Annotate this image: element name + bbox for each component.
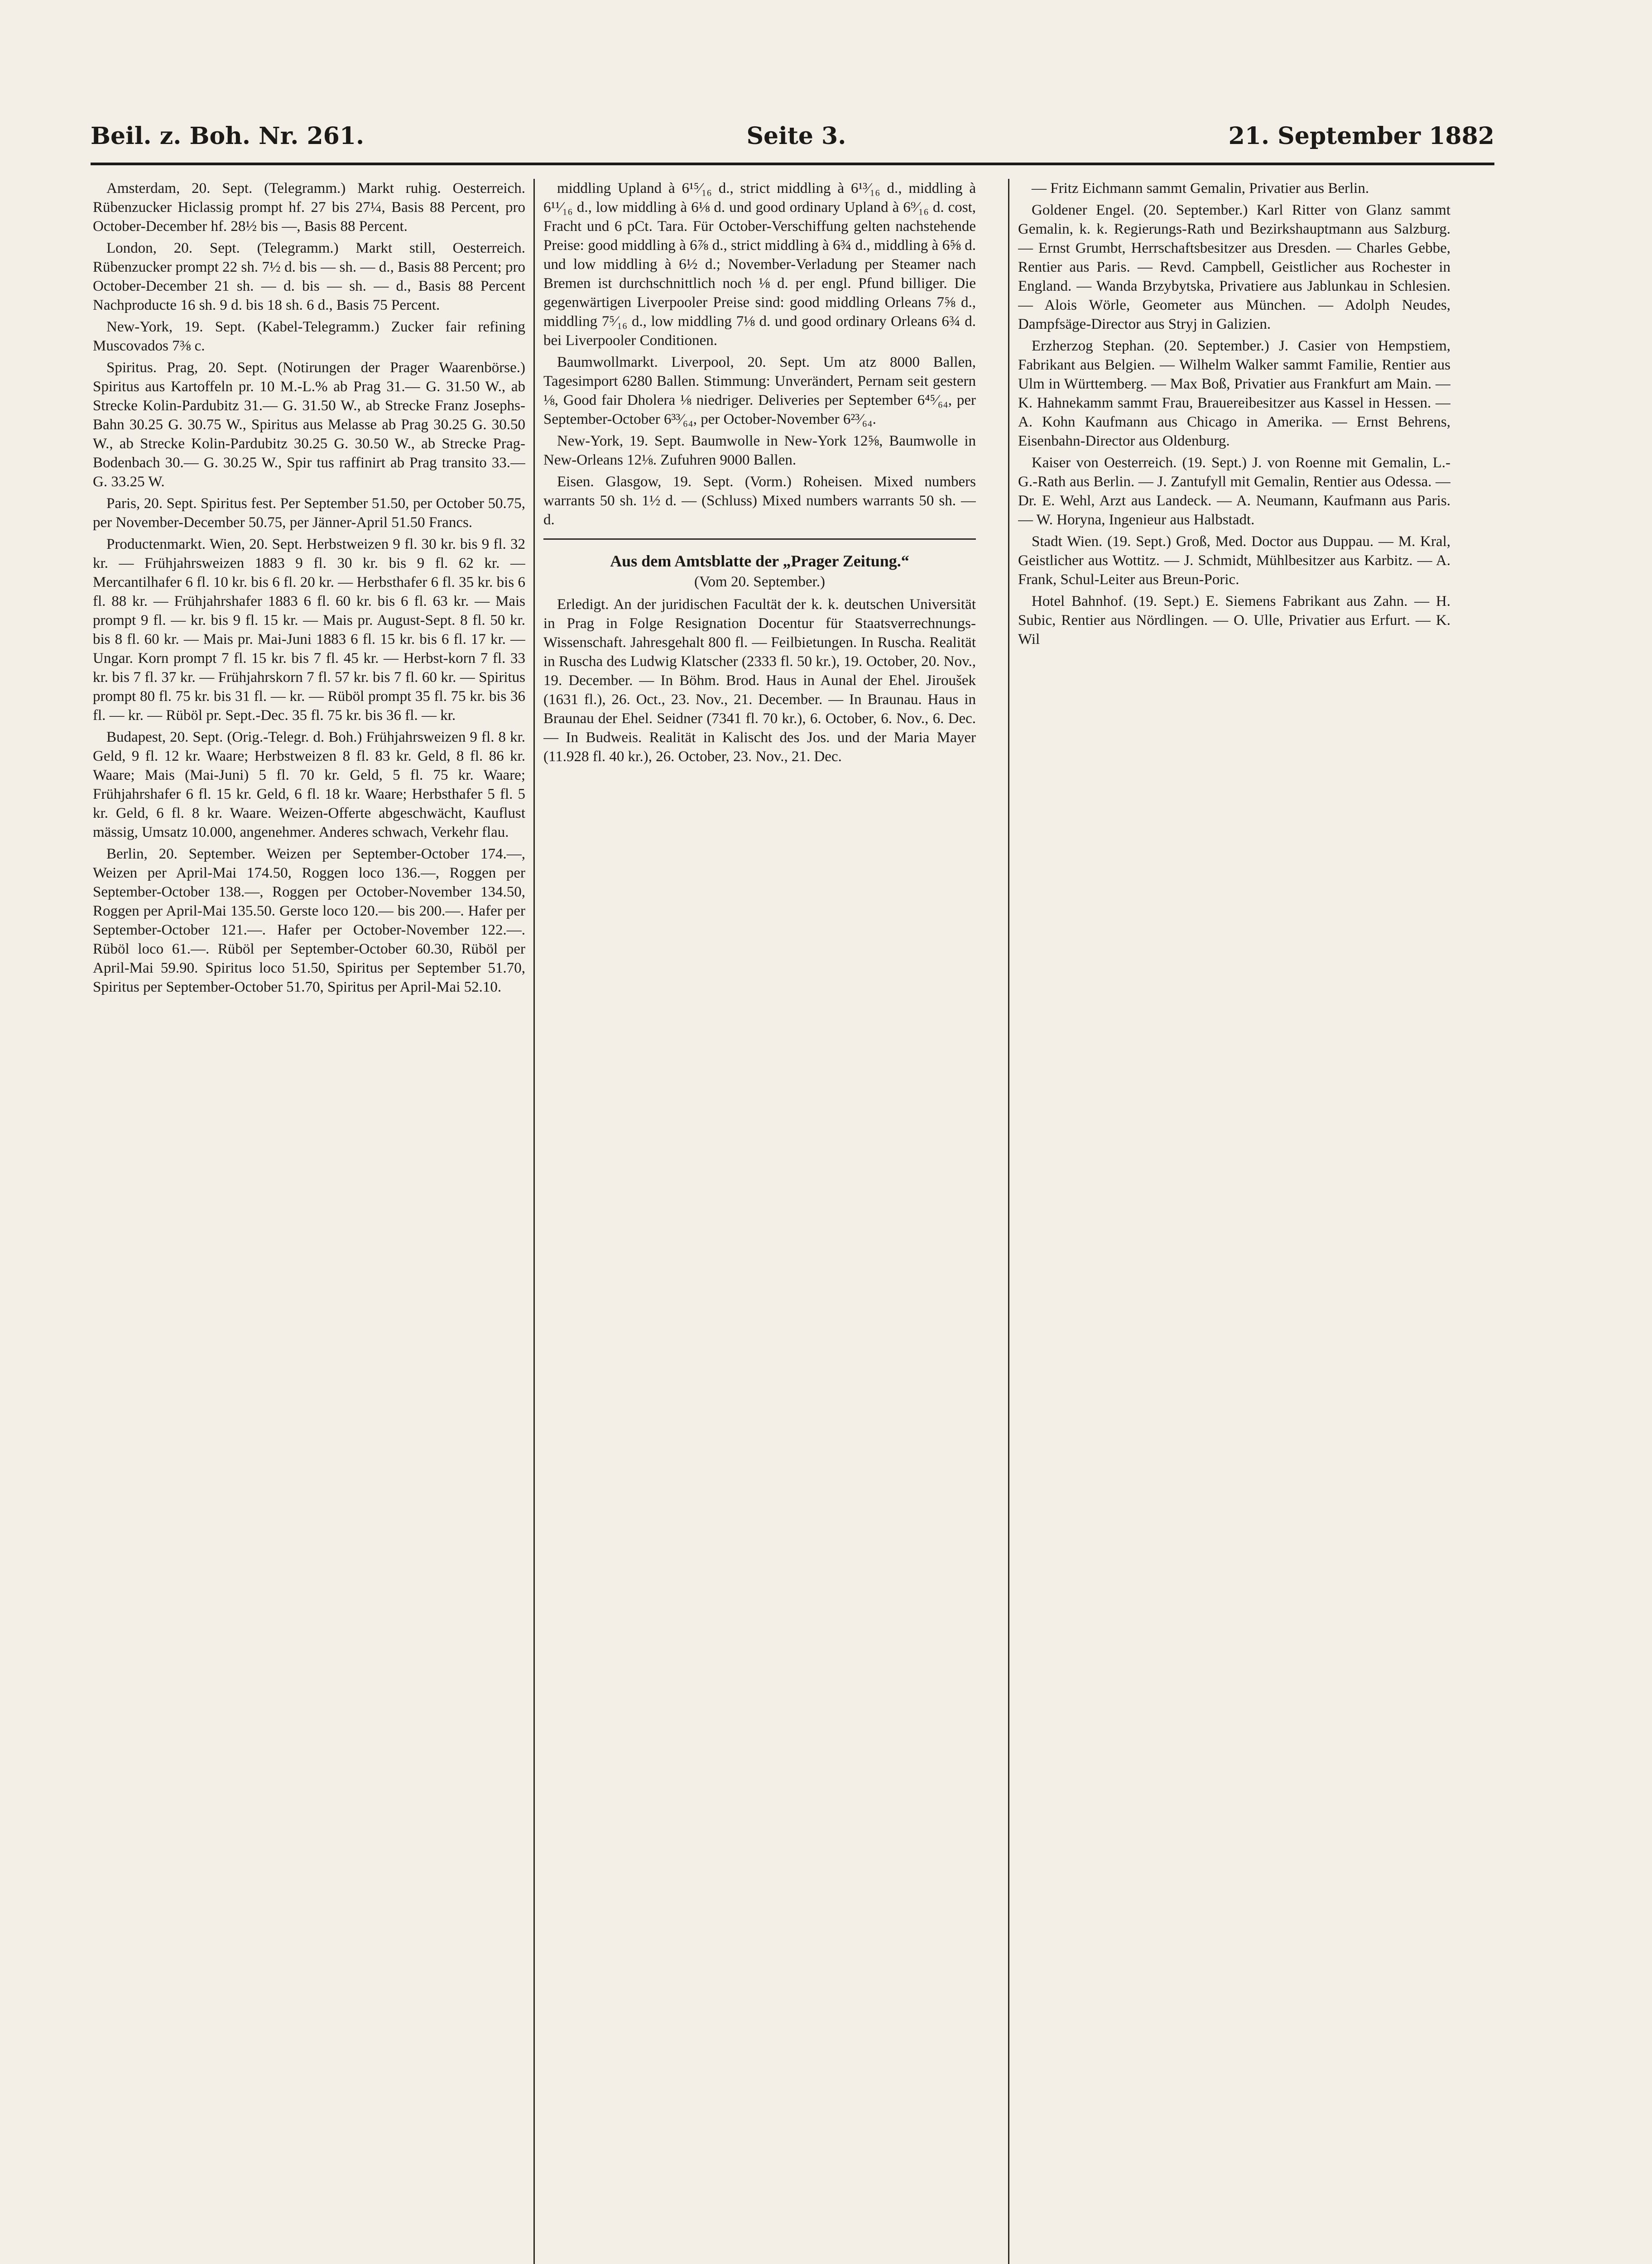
column-cotton-and-gazette xyxy=(543,179,976,2264)
article-paragraph: Spiritus. Prag, 20. Sept. (Notirungen der Prager Waarenbörse.) Spiritus aus Kartoffeln pr. 10 M.-L.% ab Prag 31.— G. 31.50 W., ab Strecke Kolin-Pardubitz 31.— G. 31.50 W., ab Strecke Franz Josephs-Bahn 30.25 G. 30.75 W., Spiritus aus Melasse ab Prag 30.25 G. 30.50 W., ab Strecke Kolin-Pardubitz 30.25 G. 30.50 W., ab Strecke Prag-Bodenbach 30.— G. 30.25 W., Spir tus raffinirt ab Prag transito 33.— G. 33.25 W. xyxy=(93,360,525,490)
page-header xyxy=(91,115,1494,165)
supplement-number: Beil. z. Boh. Nr. 261. xyxy=(91,122,365,150)
article-paragraph: New-York, 19. Sept. (Kabel-Telegramm.) Zucker fair refining Muscovados 7⅜ c. xyxy=(93,319,525,354)
page-number: Seite 3. xyxy=(746,122,846,150)
article-paragraph: Baumwollmarkt. Liverpool, 20. Sept. Um atz 8000 Ballen, Tagesimport 6280 Ballen. Stimmung: Unverändert, Pernam seit gestern ⅛, Good fair Dholera ⅛ niedriger. Deliveries per September 6⁴⁵⁄₆₄, per September-October 6³³⁄₆₄, per October-November 6²³⁄₆₄. xyxy=(543,354,976,427)
article-paragraph: Productenmarkt. Wien, 20. Sept. Herbstweizen 9 fl. 30 kr. bis 9 fl. 32 kr. — Frühjahrsweizen 1883 9 fl. 30 kr. bis 9 fl. 62 kr. — Mercantilhafer 6 fl. 10 kr. bis 6 fl. 20 kr. — Herbsthafer 6 fl. 35 kr. bis 6 fl. 88 kr. — Frühjahrshafer 1883 6 fl. 60 kr. bis 6 fl. 63 kr. — Mais prompt 9 fl. — kr. bis 9 fl. 15 kr. — Mais pr. August-Sept. 8 fl. 50 kr. bis 8 fl. 60 kr. — Mais pr. Mai-Juni 1883 6 fl. 15 kr. bis 6 fl. 17 kr. — Ungar. Korn prompt 7 fl. 15 kr. bis 7 fl. 45 kr. — Herbst-korn 7 fl. 33 kr. bis 7 fl. 37 kr. — Frühjahrskorn 7 fl. 57 kr. bis 7 fl. 60 kr. — Spiritus prompt 80 fl. 75 kr. bis 31 fl. — kr. — Rüböl prompt 35 fl. 75 kr. bis 36 fl. — kr. — Rüböl pr. Sept.-Dec. 35 fl. 75 kr. bis 36 fl. — kr. xyxy=(93,536,525,724)
hotel-entry: Kaiser von Oesterreich. (19. Sept.) J. von Roenne mit Gemalin, L.-G.-Rath aus Berlin. — J. Zantufyll mit Gemalin, Rentier aus Odessa. — Dr. E. Wehl, Arzt aus Landeck. — A. Neumann, Kaufmann aus Paris. — W. Horyna, Ingenieur aus Halbstadt. xyxy=(1018,455,1450,528)
hotel-entry: Goldener Engel. (20. September.) Karl Ritter von Glanz sammt Gemalin, k. k. Regierungs-Rath und Bezirkshauptmann aus Salzburg. — Ernst Grumbt, Herrschaftsbesitzer aus Dresden. — Charles Gebbe, Rentier aus Paris. — Revd. Campbell, Geistlicher aus Rochester in England. — Wanda Brzybytska, Privatiere aus Jablunkau in Schlesien. — Alois Wörle, Geometer aus München. — Adolph Neudes, Dampfsäge-Director aus Stryj in Galizien. xyxy=(1018,202,1450,332)
hotel-entry: Erzherzog Stephan. (20. September.) J. Casier von Hempstiem, Fabrikant aus Belgien. — Wilhelm Walker sammt Familie, Rentier aus Ulm in Württemberg. — Max Boß, Privatier aus Frankfurt am Main. — K. Hahnekamm sammt Frau, Brauereibesitzer aus Kassel in Hessen. — A. Kohn Kaufmann aus Chicago in Amerika. — Ernst Behrens, Eisenbahn-Director aus Oldenburg. xyxy=(1018,338,1450,449)
article-paragraph: middling Upland à 6¹⁵⁄₁₆ d., strict middling à 6¹³⁄₁₆ d., middling à 6¹¹⁄₁₆ d., low middling à 6⅛ d. und good ordinary Upland à 6⁹⁄₁₆ d. cost, Fracht und 6 pCt. Tara. Für October-Verschiffung gelten nachstehende Preise: good middling à 6⅞ d., strict middling à 6¾ d., middling à 6⅝ d. und low middling à 6½ d.; November-Verladung per Steamer nach Bremen ist durchschnittlich noch ⅛ d. per engl. Pfund billiger. Die gegenwärtigen Liverpooler Preise sind: good middling Orleans 7⅝ d., middling 7⁵⁄₁₆ d., low middling 7⅛ d. und good ordinary Orleans 6¾ d. bei Liverpooler Conditionen. xyxy=(543,180,976,349)
article-paragraph: Erledigt. An der juridischen Facultät der k. k. deutschen Universität in Prag in Folge Resignation Docentur für Staatsverrechnungs-Wissenschaft. Jahresgehalt 800 fl. — Feilbietungen. In Ruscha. Realität in Ruscha des Ludwig Klatscher (2333 fl. 50 kr.), 19. October, 20. Nov., 19. December. — In Böhm. Brod. Haus in Aunal der Ehel. Jiroušek (1631 fl.), 26. Oct., 23. Nov., 21. December. — In Braunau. Haus in Braunau der Ehel. Seidner (7341 fl. 70 kr.), 6. October, 6. Nov., 6. Dec. — In Budweis. Realität in Kalischt des Jos. und der Maria Mayer (11.928 fl. 40 kr.), 26. October, 23. Nov., 21. Dec. xyxy=(543,596,976,765)
column-market-reports xyxy=(93,179,525,2264)
article-paragraph: New-York, 19. Sept. Baumwolle in New-York 12⅝, Baumwolle in New-Orleans 12⅛. Zufuhren 9000 Ballen. xyxy=(543,433,976,468)
article-paragraph: Berlin, 20. September. Weizen per September-October 174.—, Weizen per April-Mai 174.50, Roggen loco 136.—, Roggen per September-October 138.—, Roggen per October-November 134.50, Roggen per April-Mai 135.50. Gerste loco 120.— bis 200.—. Hafer per September-October 121.—. Hafer per October-November 122.—. Rüböl loco 61.—. Rüböl per September-October 60.30, Rüböl per April-Mai 59.90. Spiritus loco 51.50, Spiritus per September 51.70, Spiritus per September-October 51.70, Spiritus per April-Mai 52.10. xyxy=(93,846,525,995)
article-paragraph: Eisen. Glasgow, 19. Sept. (Vorm.) Roheisen. Mixed numbers warrants 50 sh. 1½ d. — (Schluss) Mixed numbers warrants 50 sh. — d. xyxy=(543,474,976,528)
section-title: Aus dem Amtsblatte der „Prager Zeitung.“ xyxy=(610,552,909,570)
section-divider xyxy=(543,538,976,540)
column-divider xyxy=(1008,179,1009,2264)
article-paragraph: London, 20. Sept. (Telegramm.) Markt still, Oesterreich. Rübenzucker prompt 22 sh. 7½ d. bis — sh. — d., Basis 88 Percent; pro October-December 21 sh. — d. bis — sh. — d., Basis 88 Percent Nachproducte 16 sh. 9 d. bis 18 sh. 6 d., Basis 75 Percent. xyxy=(93,240,525,313)
hotel-entry: Stadt Wien. (19. Sept.) Groß, Med. Doctor aus Duppau. — M. Kral, Geistlicher aus Wottitz. — J. Schmidt, Mühlbesitzer aus Karbitz. — A. Frank, Schul-Leiter aus Breun-Poric. xyxy=(1018,533,1450,588)
article-paragraph: Paris, 20. Sept. Spiritus fest. Per September 51.50, per October 50.75, per November-December 50.75, per Jänner-April 51.50 Francs. xyxy=(93,495,525,531)
section-date: (Vom 20. September.) xyxy=(694,574,826,590)
issue-date: 21. September 1882 xyxy=(1228,122,1494,150)
hotel-entry: Hotel Bahnhof. (19. Sept.) E. Siemens Fabrikant aus Zahn. — H. Subic, Rentier aus Nördlingen. — O. Ulle, Privatier aus Erfurt. — K. Wil xyxy=(1018,593,1450,648)
column-arrivals xyxy=(1018,179,1450,2264)
article-paragraph: Amsterdam, 20. Sept. (Telegramm.) Markt ruhig. Oesterreich. Rübenzucker Hiclassig prompt hf. 27 bis 27¼, Basis 88 Percent, pro October-December hf. 28½ bis —, Basis 88 Percent. xyxy=(93,180,525,235)
article-paragraph: — Fritz Eichmann sammt Gemalin, Privatier aus Berlin. xyxy=(1032,180,1369,197)
article-paragraph: Budapest, 20. Sept. (Orig.-Telegr. d. Boh.) Frühjahrsweizen 9 fl. 8 kr. Geld, 9 fl. 12 kr. Waare; Herbstweizen 8 fl. 83 kr. Geld, 8 fl. 86 kr. Waare; Mais (Mai-Juni) 5 fl. 70 kr. Geld, 5 fl. 75 kr. Waare; Frühjahrshafer 6 fl. 15 kr. Geld, 6 fl. 18 kr. Waare; Herbsthafer 5 fl. 5 kr. Geld, 6 fl. 8 kr. Waare. Weizen-Offerte abgeschwächt, Kauflust mässig, Umsatz 10.000, angenehmer. Anderes schwach, Verkehr flau. xyxy=(93,729,525,840)
column-divider xyxy=(533,179,535,2264)
